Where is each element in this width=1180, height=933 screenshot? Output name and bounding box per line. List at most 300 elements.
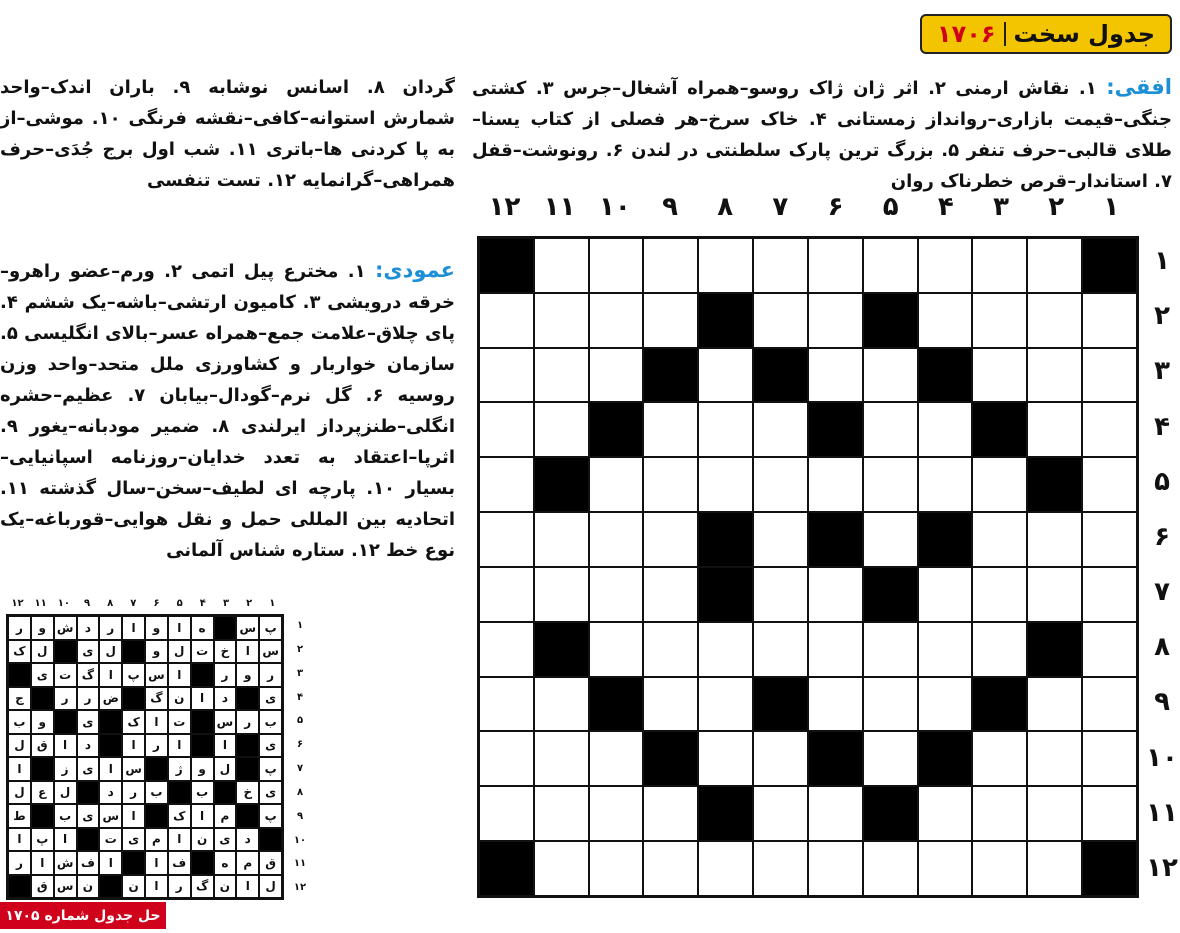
grid-cell-r11-c10[interactable] xyxy=(589,786,644,841)
row-number: ۶ xyxy=(1154,521,1170,552)
solution-black-cell xyxy=(31,757,54,781)
grid-cell-r12-c7[interactable] xyxy=(753,841,808,896)
solution-letter-cell: ل xyxy=(99,640,122,664)
grid-cell-r1-c9[interactable] xyxy=(643,238,698,293)
grid-cell-r7-c10[interactable] xyxy=(589,567,644,622)
solution-letter-cell: م xyxy=(145,828,168,852)
grid-cell-r12-c5[interactable] xyxy=(863,841,918,896)
solution-row-number: ۱۰ xyxy=(293,834,307,846)
solution-letter-cell: ر xyxy=(168,875,191,899)
solution-letter-cell: ن xyxy=(168,687,191,711)
grid-cell-r7-c1[interactable] xyxy=(1082,567,1137,622)
grid-cell-r6-c9[interactable] xyxy=(643,512,698,567)
solution-row-number: ۱۱ xyxy=(293,858,307,870)
solution-black-cell xyxy=(54,710,77,734)
solution-black-cell xyxy=(54,640,77,664)
solution-letter-cell: ز xyxy=(54,757,77,781)
solution-black-cell xyxy=(236,757,259,781)
grid-cell-r7-c7[interactable] xyxy=(753,567,808,622)
grid-cell-r4-c12[interactable] xyxy=(479,402,534,457)
solution-letter-cell: ض xyxy=(99,687,122,711)
solution-letter-cell: س xyxy=(236,616,259,640)
puzzle-title-badge xyxy=(920,14,1172,54)
grid-cell-r7-c8 xyxy=(698,567,753,622)
grid-cell-r5-c3[interactable] xyxy=(972,457,1027,512)
solution-letter-cell: ک xyxy=(8,640,31,664)
grid-cell-r12-c12 xyxy=(479,841,534,896)
grid-cell-r8-c11 xyxy=(534,622,589,677)
solution-letter-cell: ق xyxy=(259,851,282,875)
solution-black-cell xyxy=(236,734,259,758)
solution-letter-cell: ی xyxy=(77,710,100,734)
solution-column-number: ۲ xyxy=(246,598,253,609)
solution-black-cell xyxy=(77,781,100,805)
across-clues-part2 xyxy=(0,72,455,196)
solution-letter-cell: ی xyxy=(259,734,282,758)
grid-cell-r1-c3[interactable] xyxy=(972,238,1027,293)
grid-cell-r6-c12[interactable] xyxy=(479,512,534,567)
solution-letter-cell: ف xyxy=(168,851,191,875)
solution-letter-cell: ل xyxy=(54,781,77,805)
grid-cell-r5-c12[interactable] xyxy=(479,457,534,512)
grid-cell-r8-c1[interactable] xyxy=(1082,622,1137,677)
solution-letter-cell: ی xyxy=(31,663,54,687)
solution-letter-cell: گ xyxy=(77,663,100,687)
solution-letter-cell: ر xyxy=(122,781,145,805)
grid-cell-r9-c2[interactable] xyxy=(1027,677,1082,732)
grid-cell-r3-c3[interactable] xyxy=(972,348,1027,403)
solution-letter-cell: ا xyxy=(122,734,145,758)
column-number: ۱۱ xyxy=(543,192,576,222)
grid-cell-r3-c10[interactable] xyxy=(589,348,644,403)
solution-letter-cell: ی xyxy=(214,828,237,852)
grid-cell-r1-c1 xyxy=(1082,238,1137,293)
grid-cell-r4-c6 xyxy=(808,402,863,457)
solution-row-number: ۵ xyxy=(296,715,304,727)
solution-letter-cell: و xyxy=(145,616,168,640)
solution-letter-cell: ر xyxy=(236,710,259,734)
grid-cell-r5-c1[interactable] xyxy=(1082,457,1137,512)
grid-cell-r10-c3[interactable] xyxy=(972,731,1027,786)
solution-letter-cell: ش xyxy=(54,616,77,640)
solution-letter-cell: ا xyxy=(122,804,145,828)
grid-cell-r6-c1[interactable] xyxy=(1082,512,1137,567)
solution-letter-cell: ا xyxy=(8,757,31,781)
solution-letter-cell: س xyxy=(99,804,122,828)
grid-cell-r10-c11[interactable] xyxy=(534,731,589,786)
grid-cell-r1-c4[interactable] xyxy=(918,238,973,293)
solution-column-number: ۹ xyxy=(83,598,91,609)
solution-letter-cell: ا xyxy=(145,875,168,899)
grid-cell-r2-c3[interactable] xyxy=(972,293,1027,348)
grid-cell-r12-c6[interactable] xyxy=(808,841,863,896)
row-number: ۹ xyxy=(1154,687,1170,718)
grid-cell-r1-c6[interactable] xyxy=(808,238,863,293)
crossword-grid xyxy=(477,236,1139,898)
grid-cell-r11-c8 xyxy=(698,786,753,841)
grid-cell-r7-c3[interactable] xyxy=(972,567,1027,622)
grid-cell-r8-c5[interactable] xyxy=(863,622,918,677)
solution-black-cell xyxy=(122,687,145,711)
solution-letter-cell: ا xyxy=(99,663,122,687)
solution-letter-cell: م xyxy=(214,804,237,828)
column-number: ۱۲ xyxy=(488,192,521,222)
grid-cell-r6-c2[interactable] xyxy=(1027,512,1082,567)
solution-letter-cell: ا xyxy=(168,734,191,758)
solution-black-cell xyxy=(122,851,145,875)
solution-letter-cell: ی xyxy=(259,687,282,711)
grid-cell-r6-c6 xyxy=(808,512,863,567)
grid-cell-r10-c1[interactable] xyxy=(1082,731,1137,786)
down-label: عمودی: xyxy=(374,258,455,282)
solution-letter-cell: و xyxy=(31,710,54,734)
grid-cell-r2-c9[interactable] xyxy=(643,293,698,348)
solution-letter-cell: ن xyxy=(77,875,100,899)
grid-cell-r12-c11[interactable] xyxy=(534,841,589,896)
solution-letter-cell: ی xyxy=(77,804,100,828)
grid-cell-r1-c11[interactable] xyxy=(534,238,589,293)
solution-letter-cell: و xyxy=(236,663,259,687)
solution-letter-cell: د xyxy=(77,734,100,758)
solution-letter-cell: ت xyxy=(191,640,214,664)
grid-cell-r9-c5[interactable] xyxy=(863,677,918,732)
grid-cell-r9-c8[interactable] xyxy=(698,677,753,732)
grid-cell-r6-c7[interactable] xyxy=(753,512,808,567)
solution-column-number: ۸ xyxy=(107,598,114,609)
grid-cell-r9-c3 xyxy=(972,677,1027,732)
grid-cell-r1-c8[interactable] xyxy=(698,238,753,293)
solution-letter-cell: گ xyxy=(191,875,214,899)
solution-black-cell xyxy=(122,640,145,664)
across-text-1: ۱. نقاش ارمنی ۲. اثر ژان ژاک روسو–همراه آشغال–جرس ۳. کشتی جنگی–قیمت بازاری–روانداز زمستانی ۴. خاک سرخ–هر فصلی از کتاب یسنا–طلای قالبی–حرف تنفر ۵. بزرگ ترین پارک سلطنتی در لندن ۶. رونوشت–قفل ۷. استاندار–قرص خطرناک روان xyxy=(472,78,1173,192)
solution-letter-cell: ر xyxy=(77,687,100,711)
solution-black-cell xyxy=(168,781,191,805)
solution-row-number: ۱ xyxy=(296,620,304,631)
solution-black-cell xyxy=(99,710,122,734)
grid-cell-r1-c5[interactable] xyxy=(863,238,918,293)
grid-cell-r1-c10[interactable] xyxy=(589,238,644,293)
solution-letter-cell: ر xyxy=(8,616,31,640)
solution-letter-cell: ب xyxy=(54,804,77,828)
solution-letter-cell: د xyxy=(236,828,259,852)
grid-cell-r6-c4 xyxy=(918,512,973,567)
grid-cell-r4-c11[interactable] xyxy=(534,402,589,457)
row-number: ۴ xyxy=(1154,411,1170,442)
solution-letter-cell: م xyxy=(236,851,259,875)
grid-cell-r4-c4[interactable] xyxy=(918,402,973,457)
grid-cell-r10-c5[interactable] xyxy=(863,731,918,786)
grid-cell-r1-c12 xyxy=(479,238,534,293)
solution-letter-cell: ر xyxy=(145,734,168,758)
solution-black-cell xyxy=(214,781,237,805)
solution-black-cell xyxy=(77,828,100,852)
grid-cell-r4-c3 xyxy=(972,402,1027,457)
grid-cell-r3-c8[interactable] xyxy=(698,348,753,403)
grid-cell-r7-c9[interactable] xyxy=(643,567,698,622)
grid-cell-r12-c8[interactable] xyxy=(698,841,753,896)
grid-cell-r5-c6[interactable] xyxy=(808,457,863,512)
grid-cell-r5-c2 xyxy=(1027,457,1082,512)
solution-letter-cell: ک xyxy=(122,710,145,734)
solution-letter-cell: ق xyxy=(31,875,54,899)
solution-letter-cell: گ xyxy=(145,687,168,711)
grid-cell-r2-c7[interactable] xyxy=(753,293,808,348)
row-number: ۵ xyxy=(1154,466,1170,497)
grid-cell-r10-c8[interactable] xyxy=(698,731,753,786)
grid-cell-r8-c3[interactable] xyxy=(972,622,1027,677)
puzzle-title: جدول سخت xyxy=(1013,20,1156,48)
solution-letter-cell: ی xyxy=(122,828,145,852)
grid-cell-r7-c4[interactable] xyxy=(918,567,973,622)
grid-cell-r6-c8 xyxy=(698,512,753,567)
grid-cell-r10-c12[interactable] xyxy=(479,731,534,786)
grid-cell-r11-c9[interactable] xyxy=(643,786,698,841)
column-number: ۳ xyxy=(993,192,1009,222)
grid-cell-r7-c2[interactable] xyxy=(1027,567,1082,622)
solution-letter-cell: ت xyxy=(54,663,77,687)
solution-letter-cell: ش xyxy=(54,851,77,875)
solution-column-number: ۷ xyxy=(130,598,137,609)
grid-cell-r5-c5[interactable] xyxy=(863,457,918,512)
grid-cell-r8-c10[interactable] xyxy=(589,622,644,677)
row-number: ۸ xyxy=(1154,632,1170,663)
grid-cell-r3-c5[interactable] xyxy=(863,348,918,403)
across-clues-part1 xyxy=(472,72,1172,197)
grid-cell-r8-c6[interactable] xyxy=(808,622,863,677)
solution-letter-cell: ا xyxy=(145,851,168,875)
grid-cell-r11-c3[interactable] xyxy=(972,786,1027,841)
grid-cell-r9-c7 xyxy=(753,677,808,732)
grid-cell-r5-c4[interactable] xyxy=(918,457,973,512)
grid-cell-r3-c6[interactable] xyxy=(808,348,863,403)
grid-cell-r7-c6[interactable] xyxy=(808,567,863,622)
grid-cell-r8-c7[interactable] xyxy=(753,622,808,677)
solution-letter-cell: ژ xyxy=(168,757,191,781)
title-divider xyxy=(1004,22,1006,46)
grid-cell-r9-c4[interactable] xyxy=(918,677,973,732)
column-number: ۹ xyxy=(662,192,678,222)
grid-cell-r9-c9[interactable] xyxy=(643,677,698,732)
grid-cell-r2-c12[interactable] xyxy=(479,293,534,348)
down-text: ۱. مخترع پیل اتمی ۲. ورم–عضو راهرو–خرقه درویشی ۳. کامیون ارتشی–باشه–یک ششم ۴. پای چلاق–علامت جمع–همراه عسر–بالای انگلیسی ۵. سازمان خواربار و کشاورزی ملل متحد–واحد وزن روسیه ۶. گل نرم–گودال–بیابان ۷. عظیم–حشره انگلی–طنزپرداز ایرلندی ۸. ضمیر مودبانه–یغور ۹. اثرپا–اعتقاد به تعدد خدایان–روزنامه اسپانیایی–بسیار ۱۰. پارچه ای لطیف–سخن–سال گذشته ۱۱. اتحادیه بین المللی حمل و نقل هوایی–قورباغه–یک نوع خط ۱۲. ستاره شناس آلمانی xyxy=(0,261,456,561)
solution-letter-cell: ا xyxy=(191,687,214,711)
grid-cell-r3-c9 xyxy=(643,348,698,403)
solution-black-cell xyxy=(236,804,259,828)
grid-cell-r8-c8[interactable] xyxy=(698,622,753,677)
solution-letter-cell: ا xyxy=(31,851,54,875)
grid-cell-r4-c5[interactable] xyxy=(863,402,918,457)
grid-cell-r4-c1[interactable] xyxy=(1082,402,1137,457)
solution-black-cell xyxy=(191,851,214,875)
down-clues xyxy=(0,255,455,566)
column-number: ۸ xyxy=(717,192,734,222)
solution-letter-cell: ا xyxy=(168,616,191,640)
grid-cell-r10-c7[interactable] xyxy=(753,731,808,786)
grid-cell-r2-c1[interactable] xyxy=(1082,293,1137,348)
solution-black-cell xyxy=(191,710,214,734)
row-number: ۲ xyxy=(1154,301,1170,332)
solution-letter-cell: و xyxy=(145,640,168,664)
solution-black-cell xyxy=(191,663,214,687)
grid-cell-r2-c2[interactable] xyxy=(1027,293,1082,348)
solution-letter-cell: ا xyxy=(191,804,214,828)
solution-black-cell xyxy=(145,757,168,781)
solution-letter-cell: د xyxy=(99,781,122,805)
grid-cell-r11-c6[interactable] xyxy=(808,786,863,841)
grid-cell-r11-c1[interactable] xyxy=(1082,786,1137,841)
solution-column-number: ۴ xyxy=(199,598,206,609)
row-number: ۱ xyxy=(1154,246,1170,276)
solution-row-number: ۹ xyxy=(296,810,304,822)
grid-cell-r12-c9[interactable] xyxy=(643,841,698,896)
grid-cell-r8-c12[interactable] xyxy=(479,622,534,677)
across-text-2: گردان ۸. اسانس نوشابه ۹. باران اندک–واحد شمارش استوانه–کافی–نقشه فرنگی ۱۰. موشی–از به پا کردنی ها–باتری ۱۱. شب اول برج جُدَی–حرف همراهی–گرانمایه ۱۲. تست تنفسی xyxy=(0,77,455,191)
solution-letter-cell: ب xyxy=(145,781,168,805)
solution-letter-cell: پ xyxy=(259,616,282,640)
solution-letter-cell: ل xyxy=(31,640,54,664)
grid-cell-r8-c4[interactable] xyxy=(918,622,973,677)
grid-cell-r10-c2[interactable] xyxy=(1027,731,1082,786)
solution-letter-cell: ر xyxy=(259,663,282,687)
solution-letter-cell: ا xyxy=(168,828,191,852)
solution-letter-cell: ل xyxy=(168,640,191,664)
solution-letter-cell: ج xyxy=(8,687,31,711)
solution-letter-cell: پ xyxy=(31,828,54,852)
solution-letter-cell: ا xyxy=(168,663,191,687)
solution-row-number: ۷ xyxy=(296,763,304,774)
solution-letter-cell: ر xyxy=(54,687,77,711)
solution-row-number: ۲ xyxy=(296,643,304,655)
grid-cell-r9-c6[interactable] xyxy=(808,677,863,732)
grid-cell-r4-c9[interactable] xyxy=(643,402,698,457)
grid-cell-r7-c5 xyxy=(863,567,918,622)
solution-letter-cell: ع xyxy=(31,781,54,805)
solution-letter-cell: ن xyxy=(191,828,214,852)
grid-cell-r3-c2[interactable] xyxy=(1027,348,1082,403)
solution-letter-cell: د xyxy=(77,616,100,640)
grid-cell-r7-c12[interactable] xyxy=(479,567,534,622)
grid-cell-r6-c5[interactable] xyxy=(863,512,918,567)
solution-letter-cell: ا xyxy=(8,828,31,852)
grid-cell-r11-c5 xyxy=(863,786,918,841)
grid-cell-r11-c4[interactable] xyxy=(918,786,973,841)
solution-black-cell xyxy=(259,828,282,852)
solution-letter-cell: ب xyxy=(8,710,31,734)
column-number: ۵ xyxy=(882,192,899,222)
column-number: ۷ xyxy=(772,192,789,222)
solution-letter-cell: پ xyxy=(259,804,282,828)
solution-black-cell xyxy=(214,616,237,640)
solution-column-number: ۱۰ xyxy=(57,598,70,609)
solution-black-cell xyxy=(31,687,54,711)
grid-cell-r10-c10[interactable] xyxy=(589,731,644,786)
grid-cell-r2-c10[interactable] xyxy=(589,293,644,348)
grid-cell-r5-c11 xyxy=(534,457,589,512)
grid-cell-r6-c11[interactable] xyxy=(534,512,589,567)
grid-cell-r9-c11[interactable] xyxy=(534,677,589,732)
solution-letter-cell: ر xyxy=(99,616,122,640)
solution-letter-cell: ا xyxy=(99,851,122,875)
solution-letter-cell: و xyxy=(191,757,214,781)
grid-cell-r3-c12[interactable] xyxy=(479,348,534,403)
grid-cell-r9-c12[interactable] xyxy=(479,677,534,732)
grid-cell-r2-c4[interactable] xyxy=(918,293,973,348)
solution-column-number: ۶ xyxy=(153,598,160,609)
solution-letter-cell: س xyxy=(214,710,237,734)
grid-cell-r10-c6 xyxy=(808,731,863,786)
grid-cell-r12-c3[interactable] xyxy=(972,841,1027,896)
grid-cell-r3-c11[interactable] xyxy=(534,348,589,403)
solution-column-number: ۳ xyxy=(222,598,230,609)
solution-grid xyxy=(6,614,284,900)
grid-cell-r11-c12[interactable] xyxy=(479,786,534,841)
solution-letter-cell: ف xyxy=(77,851,100,875)
solution-row-number: ۳ xyxy=(296,667,304,679)
row-number: ۷ xyxy=(1154,577,1170,607)
grid-cell-r4-c7[interactable] xyxy=(753,402,808,457)
grid-cell-r2-c8 xyxy=(698,293,753,348)
solution-letter-cell: ق xyxy=(31,734,54,758)
grid-cell-r6-c3[interactable] xyxy=(972,512,1027,567)
column-number: ۱ xyxy=(1103,192,1120,222)
grid-cell-r1-c2[interactable] xyxy=(1027,238,1082,293)
grid-cell-r12-c4[interactable] xyxy=(918,841,973,896)
solution-letter-cell: س xyxy=(54,875,77,899)
grid-cell-r5-c10[interactable] xyxy=(589,457,644,512)
grid-cell-r2-c11[interactable] xyxy=(534,293,589,348)
solution-row-number: ۶ xyxy=(296,739,304,751)
solution-black-cell xyxy=(8,663,31,687)
solution-letter-cell: ر xyxy=(214,663,237,687)
grid-cell-r4-c8[interactable] xyxy=(698,402,753,457)
solution-label: حل جدول شماره ۱۷۰۵ xyxy=(0,902,166,929)
grid-cell-r1-c7[interactable] xyxy=(753,238,808,293)
grid-cell-r7-c11[interactable] xyxy=(534,567,589,622)
grid-cell-r3-c1[interactable] xyxy=(1082,348,1137,403)
grid-cell-r11-c11[interactable] xyxy=(534,786,589,841)
grid-cell-r6-c10[interactable] xyxy=(589,512,644,567)
grid-cell-r12-c10[interactable] xyxy=(589,841,644,896)
grid-cell-r9-c1[interactable] xyxy=(1082,677,1137,732)
solution-letter-cell: ی xyxy=(77,757,100,781)
solution-black-cell xyxy=(8,875,31,899)
solution-letter-cell: ی xyxy=(77,640,100,664)
solution-letter-cell: ا xyxy=(214,734,237,758)
solution-black-cell xyxy=(191,734,214,758)
solution-letter-cell: ب xyxy=(259,710,282,734)
grid-cell-r5-c8[interactable] xyxy=(698,457,753,512)
grid-cell-r3-c7 xyxy=(753,348,808,403)
across-label: افقی: xyxy=(1106,75,1172,99)
grid-cell-r5-c9[interactable] xyxy=(643,457,698,512)
row-number: ۱۲ xyxy=(1146,852,1178,883)
solution-letter-cell: س xyxy=(122,757,145,781)
solution-column-number: ۱۱ xyxy=(34,598,47,609)
grid-cell-r12-c2[interactable] xyxy=(1027,841,1082,896)
grid-cell-r11-c2[interactable] xyxy=(1027,786,1082,841)
grid-cell-r4-c2[interactable] xyxy=(1027,402,1082,457)
grid-cell-r2-c6[interactable] xyxy=(808,293,863,348)
solution-letter-cell: ن xyxy=(122,875,145,899)
grid-cell-r8-c2 xyxy=(1027,622,1082,677)
solution-letter-cell: پ xyxy=(259,757,282,781)
solution-letter-cell: ه xyxy=(191,616,214,640)
grid-cell-r10-c9 xyxy=(643,731,698,786)
grid-cell-r5-c7[interactable] xyxy=(753,457,808,512)
grid-cell-r11-c7[interactable] xyxy=(753,786,808,841)
solution-letter-cell: ر xyxy=(8,851,31,875)
grid-cell-r8-c9[interactable] xyxy=(643,622,698,677)
